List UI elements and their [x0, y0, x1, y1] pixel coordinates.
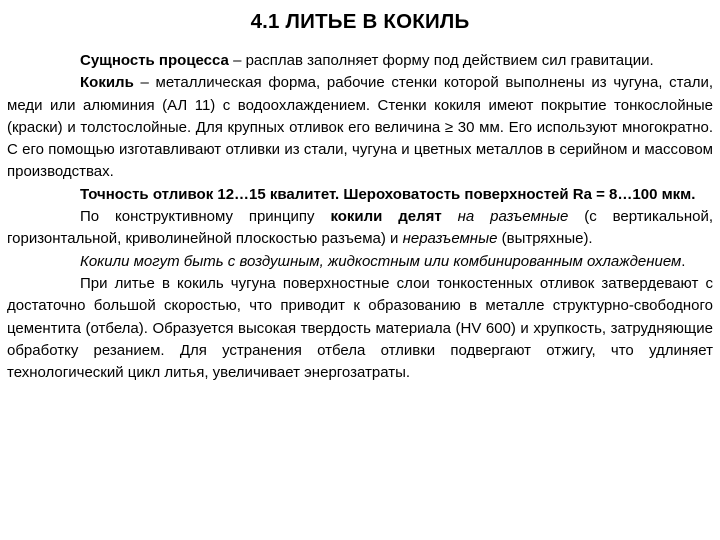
paragraph-accuracy — [7, 184, 713, 206]
term-process-essence: Сущность процесса — [80, 52, 229, 69]
paragraph-cooling — [7, 251, 713, 273]
text-classification-intro: По конструктивному принципу — [80, 208, 331, 226]
term-classification: кокили делят — [330, 208, 442, 226]
paragraph-cast-iron — [7, 273, 713, 384]
term-nonsplit: неразъемные — [402, 230, 498, 248]
term-split: на разъемные — [457, 208, 569, 226]
text-process-essence: – расплав заполняет форму под действием сил гравитации. — [228, 52, 654, 69]
text-cooling-end: . — [681, 252, 686, 270]
text-cooling: Кокили могут быть с воздушным, жидкостным или комбинированным охлаждением — [80, 252, 682, 270]
paragraph-classification — [7, 206, 713, 251]
text-classification-nonsplit: (вытряхные). — [497, 230, 593, 248]
text-classification-split: (с вертикальной, горизонтальной, криволинейной плоскостью разъема) и — [7, 208, 714, 248]
text-accuracy: Точность отливок 12…15 квалитет. Шероховатость поверхностей Ra = 8…100 мкм. — [80, 185, 696, 203]
text-cast-iron: При литье в кокиль чугуна поверхностные слои тонкостенных отливок затвердевают с достаточно большой скоростью, что приводит к образованию в металле структурно-свободного цементита (отбела). Образуется высокая твердость материала (HV 600) и хрупкость, затрудняющие обработку резанием. Для устранения отбела отливки подвергают отжигу, что удлиняет технологический цикл литья, увеличивает энергозатраты. — [7, 274, 713, 382]
term-chill-mold: Кокиль — [80, 74, 134, 92]
page-title: 4.1 ЛИТЬЕ В КОКИЛЬ — [250, 10, 470, 33]
text-classification-space — [442, 208, 458, 225]
paragraph-chill-mold — [7, 72, 713, 183]
text-chill-mold: – металлическая форма, рабочие стенки которой выполнены из чугуна, стали, меди или алюминия (АЛ 11) с водоохлаждением. Стенки кокиля имеют покрытие тонкослойные (краски) и толстослойные. Для крупных отливок его величина ≥ 30 мм. Его используют многократно. С его помощью изготавливают отливки из стали, чугуна и цветных металлов в серийном и массовом производствах. — [7, 74, 713, 181]
paragraph-process-essence — [7, 50, 713, 72]
slide-body — [7, 50, 713, 384]
